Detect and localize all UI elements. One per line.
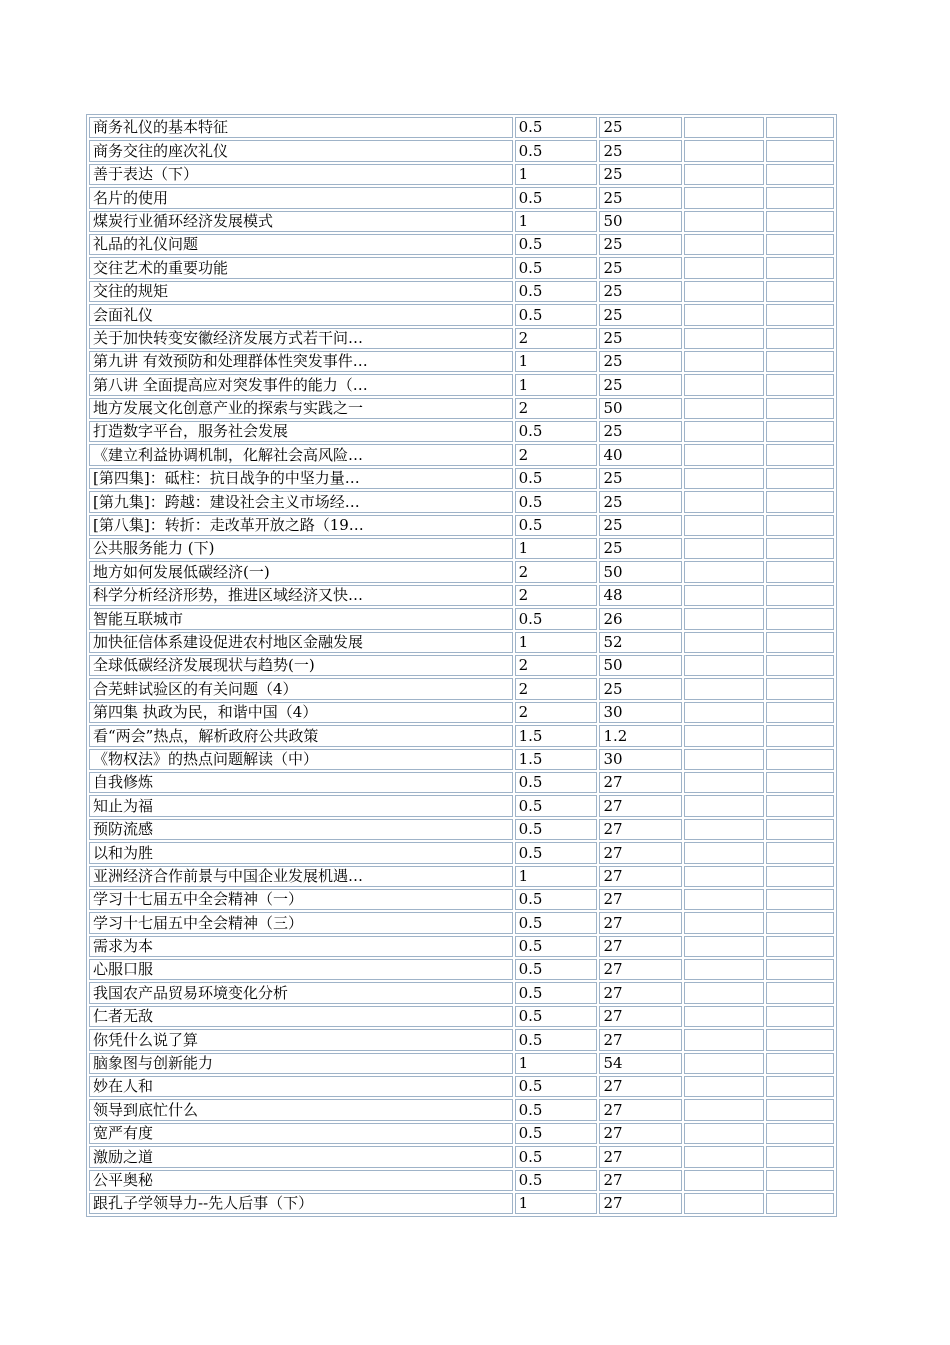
course-credit-cell: 30 [599,702,682,723]
course-hours-cell: 1 [515,538,598,559]
empty-cell [684,561,764,582]
table-row [89,608,834,629]
course-hours-cell: 0.5 [515,187,598,208]
empty-cell [766,421,834,442]
empty-cell [766,1099,834,1120]
table-row [89,561,834,582]
table-row [89,795,834,816]
empty-cell [766,632,834,653]
course-title-cell: 自我修炼 [89,772,513,793]
empty-cell [684,912,764,933]
course-hours-cell: 1.5 [515,749,598,770]
course-hours-cell: 0.5 [515,1076,598,1097]
empty-cell [766,702,834,723]
course-credit-cell: 27 [599,936,682,957]
empty-cell [684,749,764,770]
empty-cell [684,1099,764,1120]
table-row [89,912,834,933]
empty-cell [766,1123,834,1144]
course-hours-cell: 2 [515,561,598,582]
empty-cell [684,1193,764,1214]
course-hours-cell: 0.5 [515,795,598,816]
empty-cell [684,1170,764,1191]
course-hours-cell: 0.5 [515,491,598,512]
empty-cell [766,117,834,138]
empty-cell [684,281,764,302]
course-title-cell: 预防流感 [89,819,513,840]
course-credit-cell: 52 [599,632,682,653]
empty-cell [684,702,764,723]
course-credit-cell: 30 [599,749,682,770]
course-credit-cell: 48 [599,585,682,606]
empty-cell [684,866,764,887]
table-row [89,1076,834,1097]
course-title-cell: 跟孔子学领导力--先人后事（下） [89,1193,513,1214]
empty-cell [684,1029,764,1050]
table-row [89,421,834,442]
course-title-cell: 宽严有度 [89,1123,513,1144]
course-hours-cell: 0.5 [515,889,598,910]
empty-cell [766,608,834,629]
empty-cell [766,1170,834,1191]
course-hours-cell: 0.5 [515,421,598,442]
course-title-cell: 看“两会”热点，解析政府公共政策 [89,725,513,746]
empty-cell [766,211,834,232]
course-title-cell: 地方如何发展低碳经济(一) [89,561,513,582]
course-credit-cell: 25 [599,374,682,395]
course-title-cell: 全球低碳经济发展现状与趋势(一) [89,655,513,676]
course-credit-cell: 25 [599,421,682,442]
course-credit-cell: 25 [599,281,682,302]
course-credit-cell: 27 [599,1123,682,1144]
course-credit-cell: 25 [599,140,682,161]
empty-cell [766,655,834,676]
empty-cell [766,140,834,161]
table-row [89,772,834,793]
course-credit-cell: 27 [599,772,682,793]
table-row [89,374,834,395]
empty-cell [766,468,834,489]
course-credit-cell: 25 [599,257,682,278]
course-table-body [89,117,834,1214]
empty-cell [766,398,834,419]
empty-cell [766,1146,834,1167]
course-credit-cell: 25 [599,351,682,372]
table-row [89,351,834,372]
course-title-cell: 《建立利益协调机制，化解社会高风险… [89,444,513,465]
course-credit-cell: 27 [599,1193,682,1214]
empty-cell [684,959,764,980]
table-row [89,1146,834,1167]
empty-cell [766,866,834,887]
empty-cell [766,515,834,536]
course-hours-cell: 0.5 [515,1123,598,1144]
course-hours-cell: 0.5 [515,936,598,957]
table-row [89,234,834,255]
course-credit-cell: 27 [599,889,682,910]
table-row [89,866,834,887]
empty-cell [766,936,834,957]
course-hours-cell: 0.5 [515,772,598,793]
course-title-cell: 心服口服 [89,959,513,980]
empty-cell [684,772,764,793]
table-row [89,515,834,536]
course-hours-cell: 0.5 [515,257,598,278]
course-hours-cell: 0.5 [515,281,598,302]
course-hours-cell: 0.5 [515,842,598,863]
table-row [89,491,834,512]
empty-cell [766,351,834,372]
table-row [89,1006,834,1027]
empty-cell [684,538,764,559]
empty-cell [766,889,834,910]
course-title-cell: 亚洲经济合作前景与中国企业发展机遇… [89,866,513,887]
course-credit-cell: 25 [599,678,682,699]
empty-cell [684,117,764,138]
empty-cell [684,982,764,1003]
course-title-cell: 脑象图与创新能力 [89,1053,513,1074]
course-title-cell: 关于加快转变安徽经济发展方式若干问… [89,328,513,349]
course-credit-cell: 25 [599,515,682,536]
course-hours-cell: 0.5 [515,234,598,255]
course-hours-cell: 1 [515,374,598,395]
table-row [89,281,834,302]
empty-cell [684,1053,764,1074]
table-row [89,164,834,185]
table-row [89,842,834,863]
empty-cell [684,795,764,816]
course-title-cell: 合芜蚌试验区的有关问题（4） [89,678,513,699]
course-title-cell: 名片的使用 [89,187,513,208]
empty-cell [766,491,834,512]
table-row [89,1193,834,1214]
course-hours-cell: 0.5 [515,1099,598,1120]
course-title-cell: [第九集]：跨越：建设社会主义市场经… [89,491,513,512]
course-title-cell: [第四集]：砥柱：抗日战争的中坚力量… [89,468,513,489]
empty-cell [684,257,764,278]
empty-cell [684,491,764,512]
empty-cell [766,678,834,699]
empty-cell [766,328,834,349]
course-title-cell: 地方发展文化创意产业的探索与实践之一 [89,398,513,419]
course-title-cell: 科学分析经济形势，推进区域经济又快… [89,585,513,606]
course-hours-cell: 1 [515,866,598,887]
table-row [89,678,834,699]
course-title-cell: 知止为福 [89,795,513,816]
course-title-cell: 商务礼仪的基本特征 [89,117,513,138]
course-title-cell: 学习十七届五中全会精神（三） [89,912,513,933]
course-title-cell: 《物权法》的热点问题解读（中） [89,749,513,770]
course-credit-cell: 27 [599,912,682,933]
empty-cell [684,819,764,840]
empty-cell [684,632,764,653]
course-hours-cell: 0.5 [515,468,598,489]
course-credit-cell: 25 [599,468,682,489]
empty-cell [766,1006,834,1027]
course-hours-cell: 0.5 [515,1029,598,1050]
empty-cell [766,1076,834,1097]
course-credit-cell: 27 [599,1170,682,1191]
empty-cell [684,351,764,372]
empty-cell [766,444,834,465]
course-credit-cell: 25 [599,187,682,208]
course-hours-cell: 2 [515,328,598,349]
course-title-cell: 公平奥秘 [89,1170,513,1191]
empty-cell [684,678,764,699]
course-title-cell: 仁者无敌 [89,1006,513,1027]
course-credit-cell: 25 [599,328,682,349]
table-row [89,1053,834,1074]
empty-cell [684,164,764,185]
course-title-cell: 激励之道 [89,1146,513,1167]
table-row [89,1170,834,1191]
table-row [89,632,834,653]
table-row [89,1029,834,1050]
course-credit-cell: 50 [599,211,682,232]
table-row [89,117,834,138]
table-row [89,959,834,980]
course-title-cell: 学习十七届五中全会精神（一） [89,889,513,910]
empty-cell [684,140,764,161]
course-credit-cell: 27 [599,1076,682,1097]
empty-cell [684,1006,764,1027]
empty-cell [766,234,834,255]
course-title-cell: 你凭什么说了算 [89,1029,513,1050]
course-hours-cell: 2 [515,398,598,419]
empty-cell [766,281,834,302]
empty-cell [766,772,834,793]
empty-cell [766,749,834,770]
empty-cell [766,1193,834,1214]
table-row [89,585,834,606]
course-credit-cell: 50 [599,655,682,676]
course-hours-cell: 0.5 [515,819,598,840]
empty-cell [766,257,834,278]
course-hours-cell: 0.5 [515,1170,598,1191]
empty-cell [766,374,834,395]
course-hours-cell: 1 [515,1053,598,1074]
table-row [89,725,834,746]
course-hours-cell: 1 [515,1193,598,1214]
empty-cell [684,398,764,419]
table-row [89,398,834,419]
course-credit-cell: 27 [599,1146,682,1167]
empty-cell [766,304,834,325]
table-row [89,538,834,559]
course-credit-cell: 27 [599,819,682,840]
course-hours-cell: 2 [515,585,598,606]
course-hours-cell: 0.5 [515,304,598,325]
empty-cell [684,304,764,325]
empty-cell [684,1076,764,1097]
empty-cell [766,842,834,863]
empty-cell [766,187,834,208]
table-row [89,1099,834,1120]
table-row [89,982,834,1003]
empty-cell [766,561,834,582]
course-credit-cell: 26 [599,608,682,629]
course-title-cell: 商务交往的座次礼仪 [89,140,513,161]
empty-cell [684,468,764,489]
course-credit-cell: 27 [599,842,682,863]
course-credit-cell: 27 [599,1029,682,1050]
course-credit-cell: 25 [599,164,682,185]
empty-cell [766,538,834,559]
course-title-cell: 智能互联城市 [89,608,513,629]
course-credit-cell: 27 [599,1006,682,1027]
course-hours-cell: 2 [515,444,598,465]
course-credit-cell: 25 [599,234,682,255]
empty-cell [684,211,764,232]
course-credit-cell: 1.2 [599,725,682,746]
table-row [89,187,834,208]
empty-cell [766,795,834,816]
empty-cell [684,725,764,746]
course-title-cell: 交往艺术的重要功能 [89,257,513,278]
empty-cell [766,959,834,980]
course-title-cell: 我国农产品贸易环境变化分析 [89,982,513,1003]
table-row [89,304,834,325]
course-hours-cell: 1 [515,632,598,653]
course-hours-cell: 2 [515,702,598,723]
empty-cell [684,444,764,465]
course-hours-cell: 0.5 [515,1006,598,1027]
course-title-cell: 需求为本 [89,936,513,957]
table-row [89,819,834,840]
course-credit-cell: 40 [599,444,682,465]
course-credit-cell: 50 [599,561,682,582]
table-row [89,140,834,161]
course-hours-cell: 0.5 [515,608,598,629]
empty-cell [684,608,764,629]
course-title-cell: 第九讲 有效预防和处理群体性突发事件… [89,351,513,372]
course-hours-cell: 0.5 [515,1146,598,1167]
course-hours-cell: 1 [515,211,598,232]
empty-cell [684,936,764,957]
empty-cell [684,187,764,208]
table-row [89,889,834,910]
empty-cell [766,585,834,606]
course-credit-cell: 25 [599,491,682,512]
table-row [89,702,834,723]
course-hours-cell: 0.5 [515,959,598,980]
table-row [89,257,834,278]
course-title-cell: 煤炭行业循环经济发展模式 [89,211,513,232]
course-credit-cell: 50 [599,398,682,419]
course-hours-cell: 0.5 [515,515,598,536]
empty-cell [684,1146,764,1167]
course-table [86,114,837,1217]
course-credit-cell: 27 [599,795,682,816]
table-row [89,749,834,770]
course-title-cell: 打造数字平台，服务社会发展 [89,421,513,442]
course-hours-cell: 1 [515,351,598,372]
table-row [89,655,834,676]
course-hours-cell: 0.5 [515,982,598,1003]
empty-cell [684,655,764,676]
course-hours-cell: 2 [515,678,598,699]
table-row [89,211,834,232]
empty-cell [684,234,764,255]
course-title-cell: 加快征信体系建设促进农村地区金融发展 [89,632,513,653]
course-hours-cell: 0.5 [515,912,598,933]
course-title-cell: 会面礼仪 [89,304,513,325]
course-title-cell: 以和为胜 [89,842,513,863]
table-row [89,444,834,465]
table-row [89,328,834,349]
empty-cell [766,819,834,840]
course-hours-cell: 0.5 [515,117,598,138]
course-title-cell: 领导到底忙什么 [89,1099,513,1120]
course-credit-cell: 25 [599,538,682,559]
course-credit-cell: 25 [599,117,682,138]
table-row [89,1123,834,1144]
course-title-cell: 第八讲 全面提高应对突发事件的能力（… [89,374,513,395]
empty-cell [766,982,834,1003]
empty-cell [684,421,764,442]
empty-cell [684,374,764,395]
empty-cell [684,585,764,606]
empty-cell [684,328,764,349]
empty-cell [766,1053,834,1074]
course-credit-cell: 27 [599,982,682,1003]
empty-cell [684,889,764,910]
course-credit-cell: 54 [599,1053,682,1074]
empty-cell [766,912,834,933]
course-hours-cell: 1.5 [515,725,598,746]
empty-cell [684,515,764,536]
course-credit-cell: 25 [599,304,682,325]
course-title-cell: 妙在人和 [89,1076,513,1097]
course-title-cell: [第八集]：转折：走改革开放之路（19… [89,515,513,536]
table-row [89,936,834,957]
empty-cell [684,842,764,863]
course-credit-cell: 27 [599,866,682,887]
course-hours-cell: 1 [515,164,598,185]
course-credit-cell: 27 [599,1099,682,1120]
course-title-cell: 礼品的礼仪问题 [89,234,513,255]
empty-cell [766,1029,834,1050]
course-title-cell: 第四集 执政为民，和谐中国（4） [89,702,513,723]
course-title-cell: 公共服务能力 (下) [89,538,513,559]
empty-cell [684,1123,764,1144]
empty-cell [766,164,834,185]
empty-cell [766,725,834,746]
course-hours-cell: 2 [515,655,598,676]
course-title-cell: 交往的规矩 [89,281,513,302]
course-title-cell: 善于表达（下） [89,164,513,185]
table-row [89,468,834,489]
course-credit-cell: 27 [599,959,682,980]
course-hours-cell: 0.5 [515,140,598,161]
